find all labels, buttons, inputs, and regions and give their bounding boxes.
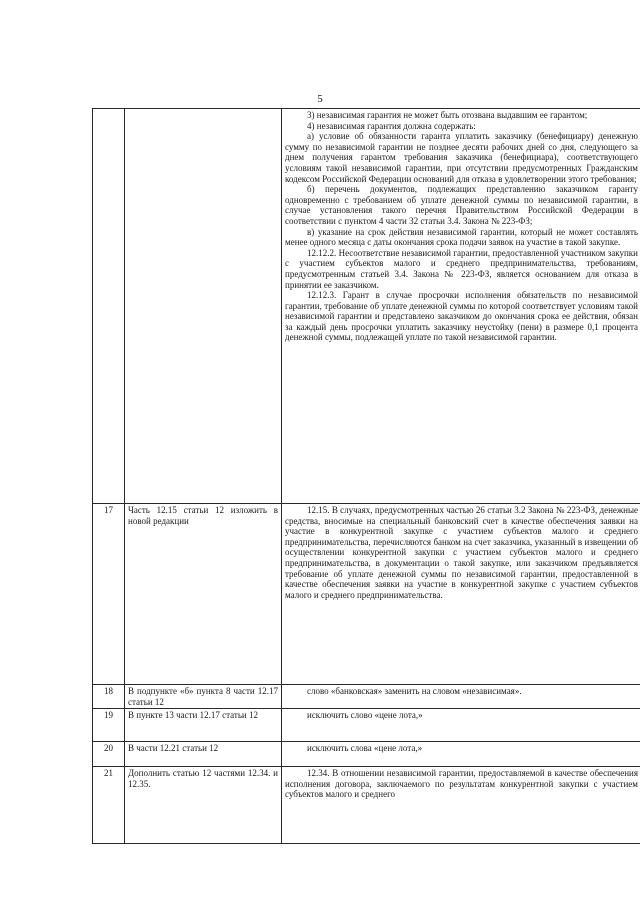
row-number-cell: 17: [93, 504, 125, 685]
amendment-paragraph: 12.15. В случаях, предусмотренных частью 26 статьи 3.2 Закона № 223-ФЗ, денежные средства, вносимые на специальный банковский счет в качестве обеспечения заявки на участие в конкурентной закупке с участием субъектов малого и среднего предпринимательства, перечисляются банком на счет заказчика, указанный в извещении об осуществлении конкурентной закупки с участием субъектов малого и среднего предпринимательства, в документации о такой закупке, или заказчиком предъявляется требование об уплате денежной суммы по независимой гарантии, предоставленной в качестве обеспечения заявки на участие в конкурентной закупке с участием субъектов малого и среднего предпринимательства.: [285, 505, 638, 600]
location-cell: [125, 109, 282, 504]
amendment-paragraph: 12.12.2. Несоответствие независимой гарантии, предоставленной участником закупки с участием субъектов малого и среднего предпринимательства, требованиям, предусмотренным статьей 3.4. Закона № 223-ФЗ, является основанием для отказа в принятии ее заказчиком.: [285, 247, 638, 290]
location-text: Дополнить статью 12 частями 12.34. и 12.35.: [128, 768, 278, 789]
amendment-text-cell: [282, 742, 640, 767]
location-text: В части 12.21 статьи 12: [128, 743, 219, 754]
amendment-text-cell: [282, 709, 640, 742]
table-row: [93, 709, 640, 742]
amendment-paragraph: исключить слово «цене лота,»: [307, 710, 423, 721]
table-row: [93, 109, 640, 504]
amendment-text-cell: [282, 109, 640, 504]
amendment-paragraph: слово «банковская» заменить на словом «независимая».: [307, 686, 522, 696]
amendment-paragraph: б) перечень документов, подлежащих представлению заказчиком гаранту одновременно с требованием об уплате денежной суммы по независимой гарантии, в случае установления такого перечня Правительством Российской Федерации в соответствии с пунктом 4 части 32 статьи 3.4. Закона № 223-ФЗ;: [285, 184, 638, 226]
location-cell: [125, 767, 282, 844]
location-cell: [125, 709, 282, 742]
table-row: [93, 685, 640, 709]
location-cell: [125, 504, 282, 685]
location-text: В подпункте «б» пункта 8 части 12.17 статьи 12: [128, 686, 278, 707]
table-row: [93, 742, 640, 767]
amendment-paragraph: в) указание на срок действия независимой гарантии, который не может составлять менее одного месяца с даты окончания срока подачи заявок на участие в такой закупке.: [285, 226, 638, 248]
table-row: [93, 504, 640, 685]
row-number-cell: 20: [93, 742, 125, 767]
page-number: 5: [317, 93, 323, 105]
amendment-paragraph: 4) независимая гарантия должна содержать:: [307, 120, 476, 131]
amendment-paragraph: исключить слова «цене лота,»: [307, 743, 423, 754]
amendment-paragraph: а) условие об обязанности гаранта уплатить заказчику (бенефициару) денежную сумму по независимой гарантии не позднее десяти рабочих дней со дня, следующего за днем получения гарантом требования заказчика (бенефициара), соответствующего условиям такой независимой гарантии, при отсутствии предусмотренных Гражданским кодексом Российской Федерации оснований для отказа в удовлетворении этого требования;: [285, 131, 638, 184]
row-number-cell: 21: [93, 767, 125, 844]
row-number-cell: 18: [93, 685, 125, 709]
amendments-table: [92, 108, 640, 844]
row-number-cell: 19: [93, 709, 125, 742]
location-text: Часть 12.15 статьи 12 изложить в новой редакции: [128, 505, 278, 526]
amendment-paragraph: 12.34. В отношении независимой гарантии, предоставляемой в качестве обеспечения исполнения договора, заключаемого по результатам конкурентной закупки с участием субъектов малого и среднего: [285, 768, 638, 800]
row-number-cell: [93, 109, 125, 504]
location-cell: [125, 685, 282, 709]
amendment-text-cell: [282, 504, 640, 685]
amendment-text-cell: [282, 767, 640, 844]
amendment-paragraph: 12.12.3. Гарант в случае просрочки исполнения обязательств по независимой гарантии, требование об уплате денежной суммы по которой соответствует условиям такой независимой гарантии и представлено заказчиком до окончания срока ее действия, обязан за каждый день просрочки уплатить заказчику неустойку (пени) в размере 0,1 процента денежной суммы, подлежащей уплате по такой независимой гарантии.: [285, 290, 638, 343]
amendment-text-cell: [282, 685, 640, 709]
amendment-paragraph: 3) независимая гарантия не может быть отозвана выдавшим ее гарантом;: [307, 110, 588, 120]
location-text: В пункте 13 части 12.17 статьи 12: [128, 710, 258, 721]
location-cell: [125, 742, 282, 767]
table-row: [93, 767, 640, 844]
